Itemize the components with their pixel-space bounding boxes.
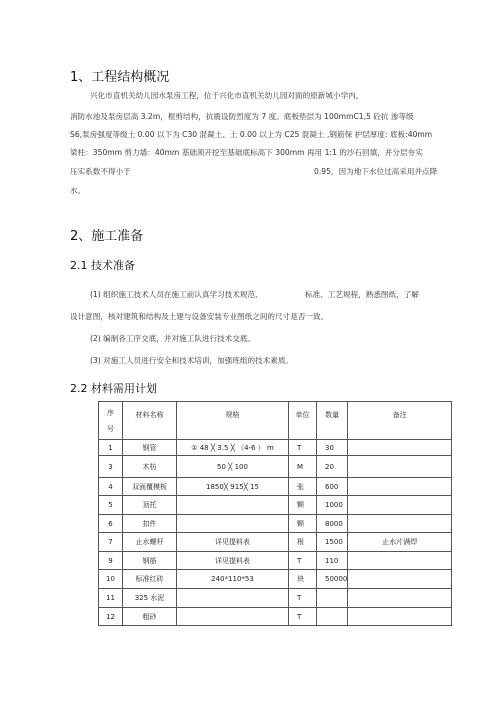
row-spec-cell [177,608,289,626]
header-spec: 规格 [177,402,289,440]
header-note: 备注 [348,402,452,440]
row-no-cell: 11 [99,589,123,608]
row-name-cell: 钢管 [123,440,177,456]
row-note-cell [348,589,452,608]
tech-item-1b: 标准、工艺规程，熟悉图纸，了解 [305,290,419,299]
row-qty-cell: 1500 [317,533,348,552]
row-no-cell: 9 [99,552,123,570]
row-note-cell [348,515,452,533]
table-row [99,552,452,570]
row-spec-cell: 240*110*53 [177,570,289,589]
tech-item-1c: 设计意图，核对建筑和结构及土建与设备安装专业图纸之间的尺寸是否一致。 [70,312,329,321]
row-qty-cell: 8000 [317,515,348,533]
header-name: 材料名称 [123,402,177,440]
subsection-2-2-heading: 2.2 材料需用计划 [70,382,157,395]
row-qty-cell: 50000 [317,570,348,589]
section1-heading: 1、工程结构概况 [70,70,170,85]
row-name-cell: 325 水泥 [123,589,177,608]
row-qty-cell [317,589,348,608]
row-name-cell: 止水螺杆 [123,533,177,552]
row-qty-cell: 1000 [317,496,348,515]
row-no-cell: 7 [99,533,123,552]
table-row [99,533,452,552]
row-unit-cell: T [289,608,317,626]
row-unit-cell: 块 [289,570,317,589]
row-note-cell [348,608,452,626]
row-unit-cell: T [289,440,317,456]
row-unit-cell: 张 [289,478,317,496]
row-note-cell [348,456,452,478]
row-name-cell: 标准红砖 [123,570,177,589]
row-spec-cell [177,515,289,533]
row-note-cell: 止水片满焊 [348,533,452,552]
row-unit-cell: 颗 [289,515,317,533]
row-unit-cell: T [289,552,317,570]
row-qty-cell: 600 [317,478,348,496]
table-row [99,478,452,496]
row-spec-cell: 1850╳ 915╳ 15 [177,478,289,496]
tech-item-3: (3) 对施工人员进行安全和技术培训，加强班组的技术素质。 [90,356,294,365]
header-no-top: 序 [107,408,114,417]
header-no [99,402,123,440]
row-name-cell: 顶托 [123,496,177,515]
table-row [99,570,452,589]
row-spec-cell: 详见提料表 [177,533,289,552]
section1-line-3: S6,泵房强度等级土 0.00 以下为 C30 混凝土、土 0.00 以上为 C25 混凝土 ,钢筋保 护层厚度: 底板:40mm [70,130,433,139]
table-header-row [99,402,452,440]
row-spec-cell [177,589,289,608]
row-note-cell [348,496,452,515]
table-row [99,440,452,456]
material-plan-table [98,401,452,626]
header-unit: 单位 [289,402,317,440]
section1-line-6: 水。 [70,186,86,195]
row-unit-cell: M [289,456,317,478]
row-note-cell [348,440,452,456]
row-spec-cell [177,496,289,515]
row-no-cell: 6 [99,515,123,533]
section2-heading: 2、施工准备 [70,229,144,244]
row-qty-cell [317,608,348,626]
table-row [99,456,452,478]
table-row [99,496,452,515]
row-unit-cell: 根 [289,533,317,552]
row-no-cell: 4 [99,478,123,496]
row-qty-cell: 30 [317,440,348,456]
section1-line-5b: 0.95，因为地下水位过高采用井点降 [314,167,438,176]
row-note-cell [348,478,452,496]
row-no-cell: 1 [99,440,123,456]
header-no-bottom: 号 [107,424,114,433]
row-name-cell: 扣件 [123,515,177,533]
section1-line-4: 梁柱：350mm 剪力墙：40mm 基础须开挖至基础底标高下 300mm 再用 1:1 的沙石回填，并分层夯实 [70,148,423,157]
tech-item-1: (1) 组织施工技术人员在施工前认真学习技术规范、 [90,290,263,299]
row-spec-cell: 详见提料表 [177,552,289,570]
row-unit-cell: 颗 [289,496,317,515]
row-unit-cell: T [289,589,317,608]
tech-item-2: (2) 编制各工序交底，并对施工队进行技术交底。 [90,334,256,343]
row-note-cell [348,552,452,570]
row-no-cell: 12 [99,608,123,626]
table-row [99,515,452,533]
row-spec-cell: ① 48 ╳ 3.5 ╳ （4-6 ） m [177,440,289,456]
section1-line-1: 兴化市直机关幼儿园水泵房工程，位于兴化市直机关幼儿园对面的原新城小学内， [90,91,364,100]
row-name-cell: 木枋 [123,456,177,478]
row-no-cell: 10 [99,570,123,589]
row-name-cell: 钢筋 [123,552,177,570]
header-qty: 数量 [317,402,348,440]
row-name-cell: 双面覆模板 [123,478,177,496]
row-spec-cell: 50 ╳ 100 [177,456,289,478]
section1-line-5: 压实系数不得小于 [70,167,131,176]
row-no-cell: 5 [99,496,123,515]
row-qty-cell: 110 [317,552,348,570]
section1-line-2: 消防水池及泵房层高 3.2m，框剪结构，抗震设防烈度为 7 度。底板垫层为 100mmC1,5 砼抗 渗等级 [70,112,414,121]
row-name-cell: 粗砂 [123,608,177,626]
row-qty-cell: 20 [317,456,348,478]
table-row [99,608,452,626]
subsection-2-1-heading: 2.1 技术准备 [70,259,135,272]
row-no-cell: 3 [99,456,123,478]
row-note-cell [348,570,452,589]
table-row [99,589,452,608]
